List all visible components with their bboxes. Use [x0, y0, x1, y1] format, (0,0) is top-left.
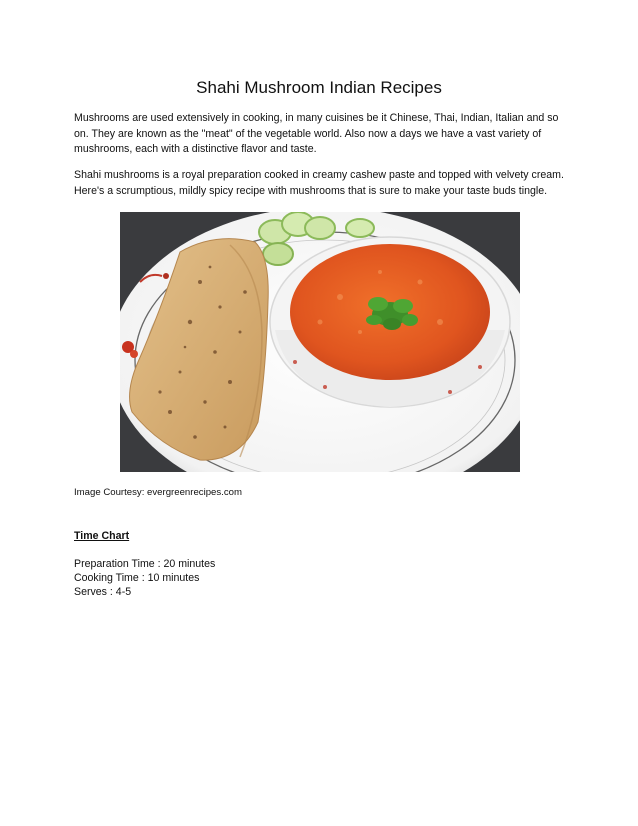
image-caption: Image Courtesy: evergreenrecipes.com	[74, 487, 242, 498]
dish-photo	[120, 212, 520, 472]
page-title: Shahi Mushroom Indian Recipes	[196, 78, 442, 97]
preparation-time: Preparation Time : 20 minutes	[74, 558, 216, 570]
description-paragraph: Shahi mushrooms is a royal preparation cooked in creamy cashew paste and topped with velvety cream. Here's a scrumptious, mildly spicy recipe with mushrooms that is sure to make your taste buds tingle.	[74, 169, 564, 197]
time-chart-heading: Time Chart	[74, 530, 130, 542]
intro-paragraph: Mushrooms are used extensively in cooking, in many cuisines be it Chinese, Thai, Indian, Italian and so on. They are known as the "meat" of the vegetable world. Also now a days we have a vast variety of mushrooms, each with a distinctive flavor and taste.	[74, 112, 559, 156]
curry-bowl	[270, 237, 510, 407]
cooking-time: Cooking Time : 10 minutes	[74, 572, 200, 584]
serves: Serves : 4-5	[74, 586, 132, 598]
